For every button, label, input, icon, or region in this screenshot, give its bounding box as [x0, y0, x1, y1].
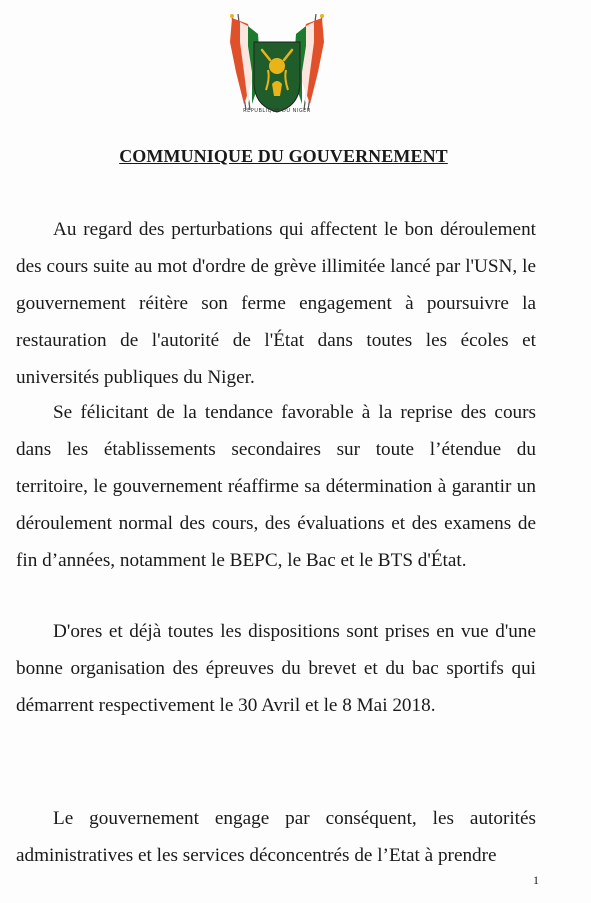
paragraph-2: Se félicitant de la tendance favorable à la reprise des cours dans les établissements secondaires sur toute l’étendue du territoire, le gouvernement réaffirme sa détermination à garantir un déroulement normal des cours, des évaluations et des examens de fin d’années, notamment le BEPC, le Bac et le BTS d'État.	[16, 402, 536, 571]
emblem-caption: RÉPUBLIQUE DU NIGER	[243, 108, 311, 114]
paragraph-1: Au regard des perturbations qui affectent le bon déroulement des cours suite au mot d'ordre de grève illimitée lancé par l'USN, le gouvernement réitère son ferme engagement à poursuivre la restauration de l'autorité de l'État dans toutes les écoles et universités publiques du Niger.	[16, 219, 536, 388]
paragraph-4: Le gouvernement engage par conséquent, les autorités administratives et les services déconcentrés de l’Etat à prendre	[16, 808, 536, 866]
paragraph-3: D'ores et déjà toutes les dispositions sont prises en vue d'une bonne organisation des épreuves du brevet et du bac sportifs qui démarrent respectivement le 30 Avril et le 8 Mai 2018.	[16, 621, 536, 716]
page-number: 1	[533, 873, 539, 887]
shield	[254, 42, 300, 112]
document-title: COMMUNIQUE DU GOUVERNEMENT	[119, 146, 448, 166]
